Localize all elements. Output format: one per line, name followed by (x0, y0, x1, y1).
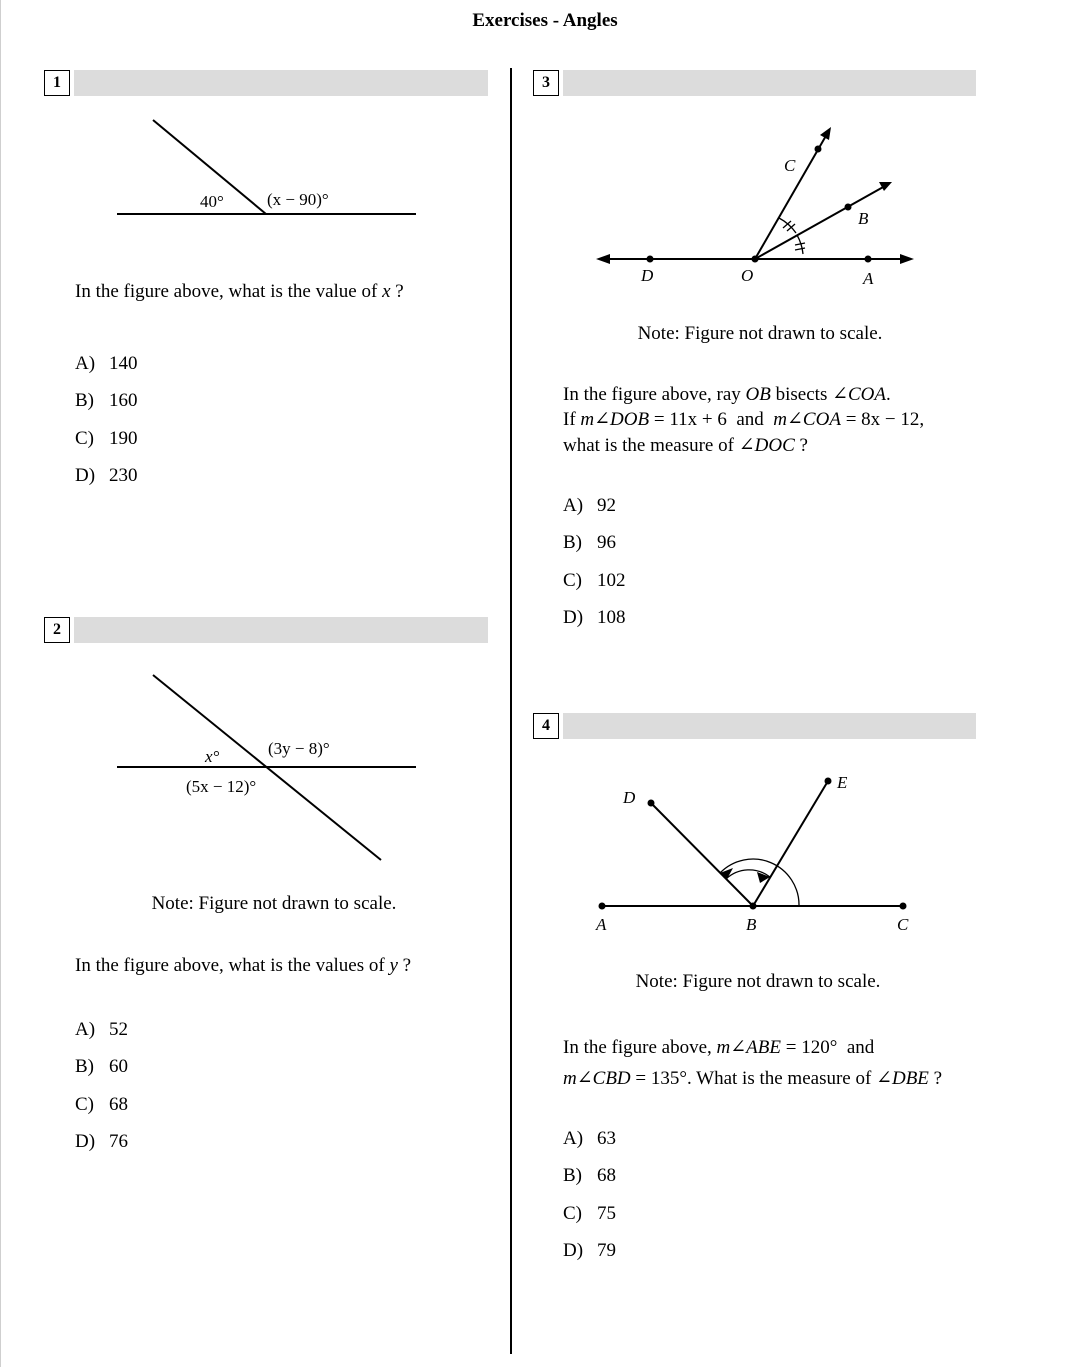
q4-label-c: C (897, 915, 909, 934)
prompt-text-end: ? (794, 435, 808, 456)
prompt-text-end: and (837, 1037, 875, 1058)
prompt-text: In the figure above, what is the value of (75, 281, 383, 302)
question-number: 2 (44, 617, 70, 643)
q2-label-bottom-left: (5x − 12)° (186, 777, 257, 796)
prompt-expression: = 11x + 6 (649, 409, 727, 430)
prompt-measure: m∠COA (773, 409, 841, 430)
choice-letter: D) (563, 606, 584, 628)
choice-a[interactable] (563, 1126, 616, 1163)
prompt-text: and (726, 409, 774, 430)
choice-value: 68 (109, 1093, 128, 1115)
choice-letter: D) (563, 1239, 584, 1261)
question-number: 1 (44, 70, 70, 96)
prompt-measure: m∠DOB (580, 409, 650, 430)
choice-value: 60 (109, 1056, 128, 1078)
choice-d[interactable] (75, 1129, 128, 1166)
prompt-text: bisects (770, 384, 833, 405)
choice-value: 79 (597, 1239, 616, 1261)
q4-label-b: B (746, 915, 757, 934)
prompt-value: = 120° (781, 1037, 838, 1058)
choice-value: 160 (109, 390, 138, 412)
prompt-ray-name: OB (745, 384, 771, 405)
choice-letter: C) (563, 1202, 582, 1224)
question-4-prompt-line-2 (563, 1066, 942, 1091)
choice-letter: A) (75, 353, 96, 374)
q3-label-c: C (784, 156, 796, 175)
choice-letter: D) (75, 1130, 96, 1152)
choice-letter: C) (563, 569, 582, 591)
q4-point-b (750, 903, 757, 910)
question-4-prompt-line-1 (563, 1035, 874, 1060)
choice-letter: C) (75, 1093, 94, 1115)
q4-label-e: E (837, 773, 848, 792)
choice-letter: A) (563, 495, 584, 516)
q4-note: Note: Figure not drawn to scale. (635, 971, 881, 992)
choice-value: 102 (597, 569, 626, 591)
choice-value: 108 (597, 606, 626, 628)
choice-value: 92 (597, 495, 616, 516)
choice-letter: B) (563, 532, 582, 554)
choice-value: 63 (597, 1128, 616, 1149)
choice-value: 68 (597, 1165, 616, 1187)
question-2-choices (75, 1017, 128, 1166)
choice-c[interactable] (75, 1092, 128, 1129)
choice-letter: A) (75, 1019, 96, 1040)
prompt-text-end: ? (928, 1068, 943, 1089)
prompt-text: If (563, 409, 581, 430)
prompt-measure: m∠CBD (563, 1068, 631, 1089)
q4-label-d: D (623, 788, 636, 807)
prompt-variable: y (389, 955, 398, 976)
prompt-text-end: . (886, 384, 891, 405)
q3-label-o: O (741, 266, 754, 285)
choice-letter: B) (563, 1165, 582, 1187)
q3-label-d: D (641, 266, 654, 285)
q4-arc-cbd (720, 859, 799, 906)
choice-value: 75 (597, 1202, 616, 1224)
q1-angle-left-label: 40° (200, 192, 224, 211)
choice-d[interactable] (563, 1238, 616, 1275)
q4-ray-bd (651, 803, 753, 906)
prompt-angle: ∠DOC (738, 435, 795, 456)
q2-note: Note: Figure not drawn to scale. (151, 893, 397, 914)
q3-label-b: B (858, 209, 869, 228)
choice-b[interactable] (563, 1163, 616, 1200)
choice-a[interactable] (75, 1017, 128, 1054)
prompt-text: In the figure above, (563, 1037, 717, 1058)
choice-value: 140 (109, 353, 138, 374)
prompt-angle: ∠DBE (876, 1068, 929, 1089)
choice-c[interactable] (563, 1201, 616, 1238)
choice-value: 190 (109, 427, 138, 449)
q1-angle-right-label: (x − 90)° (267, 190, 329, 209)
prompt-text: In the figure above, ray (563, 384, 746, 405)
choice-value: 52 (109, 1019, 128, 1040)
prompt-angle: ∠COA (832, 384, 887, 405)
prompt-measure: m∠ABE (716, 1037, 781, 1058)
choice-letter: B) (75, 1056, 94, 1078)
q4-arc-arrow-d (720, 868, 733, 879)
q3-note: Note: Figure not drawn to scale. (637, 323, 883, 344)
prompt-expression: = 8x − 12 (840, 409, 920, 430)
prompt-text: In the figure above, what is the values of (75, 955, 390, 976)
prompt-text: . What is the measure of (686, 1068, 877, 1089)
prompt-text-end: ? (397, 955, 412, 976)
prompt-text-end: , (919, 409, 925, 430)
question-number: 4 (533, 713, 559, 739)
choice-b[interactable] (75, 1054, 128, 1091)
q4-point-c (900, 903, 907, 910)
q4-ray-be (753, 781, 828, 906)
choice-letter: C) (75, 427, 94, 449)
prompt-text-end: ? (390, 281, 404, 302)
prompt-value: = 135° (630, 1068, 687, 1089)
page-title: Exercises - Angles (472, 10, 618, 31)
choice-letter: A) (563, 1128, 584, 1149)
choice-letter: D) (75, 464, 96, 486)
choice-value: 76 (109, 1130, 128, 1152)
q4-point-e (825, 778, 832, 785)
choice-letter: B) (75, 390, 94, 412)
prompt-text: what is the measure of (563, 435, 739, 456)
question-4-choices (563, 1126, 616, 1275)
q4-point-d (648, 800, 655, 807)
choice-value: 96 (597, 532, 616, 554)
q4-point-a (599, 903, 606, 910)
q2-label-top-left: x° (205, 747, 220, 766)
prompt-variable: x (382, 281, 391, 302)
choice-value: 230 (109, 464, 138, 486)
q3-label-a: A (863, 269, 874, 288)
question-number: 3 (533, 70, 559, 96)
q4-label-a: A (596, 915, 607, 934)
q2-label-top-right: (3y − 8)° (268, 739, 330, 758)
